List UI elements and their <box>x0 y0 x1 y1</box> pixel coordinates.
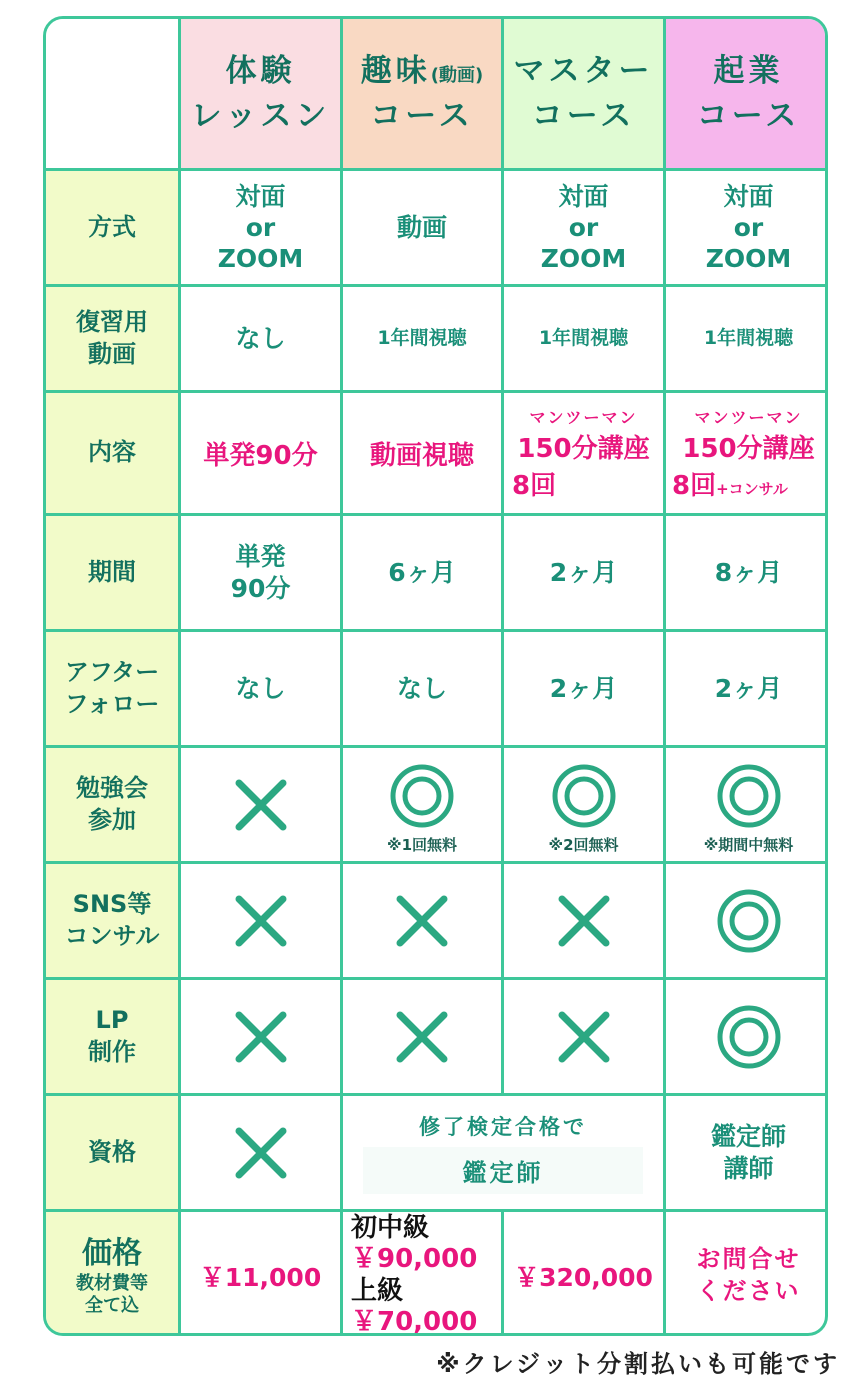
content-master-course: 150分講座 <box>517 433 650 464</box>
study-trial <box>181 748 343 864</box>
double-circle-icon <box>716 888 782 954</box>
method-master: 対面 or ZOOM <box>504 171 666 287</box>
header-hobby-course: コース <box>370 97 474 134</box>
cross-mark-icon <box>556 1009 612 1065</box>
period-hobby: 6ヶ月 <box>343 516 504 632</box>
method-startup: 対面 or ZOOM <box>666 171 828 287</box>
content-hobby: 動画視聴 <box>343 393 504 516</box>
qual-shared-line2: 鑑定師 <box>462 1159 544 1187</box>
row-label-study-group: 勉強会 参加 <box>46 748 181 864</box>
row-label-sns: SNS等 コンサル <box>46 864 181 980</box>
header-master <box>504 19 666 171</box>
double-circle-icon <box>389 763 455 829</box>
cross-mark-icon <box>394 1009 450 1065</box>
content-startup-course: 150分講座 <box>682 433 815 464</box>
qual-shared-line1: 修了検定合格で <box>419 1115 587 1139</box>
header-master-label: マスター コース <box>513 52 654 134</box>
after-trial: なし <box>181 632 343 748</box>
study-hobby-note: ※1回無料 <box>386 836 458 854</box>
header-startup-label: 起業 コース <box>696 52 801 134</box>
sns-startup <box>666 864 828 980</box>
after-hobby: なし <box>343 632 504 748</box>
content-master <box>504 393 666 516</box>
price-hobby <box>343 1212 504 1336</box>
header-hobby-label: 趣味(動画) <box>360 52 484 89</box>
price-label-sub: 教材費等 全て込 <box>76 1273 148 1316</box>
cross-mark-icon <box>233 1009 289 1065</box>
row-label-price <box>46 1212 181 1336</box>
double-circle-icon <box>716 1004 782 1070</box>
course-comparison-table <box>43 16 828 1336</box>
row-label-content: 内容 <box>46 393 181 516</box>
header-startup <box>666 19 828 171</box>
price-hobby-adv-price: ￥70,000 <box>351 1306 478 1336</box>
row-label-lp: LP 制作 <box>46 980 181 1096</box>
study-startup <box>666 748 828 864</box>
price-label: 価格 <box>82 1236 142 1272</box>
lp-trial <box>181 980 343 1096</box>
price-startup: お問合せ ください <box>696 1245 801 1305</box>
content-startup-type: マンツーマン <box>694 407 803 427</box>
lp-startup <box>666 980 828 1096</box>
price-trial: ￥11,000 <box>181 1212 343 1336</box>
double-circle-icon <box>716 763 782 829</box>
price-master: ￥320,000 <box>504 1212 666 1336</box>
review-hobby: 1年間視聴 <box>343 287 504 393</box>
content-startup-count: 8回 <box>672 470 717 501</box>
row-label-period: 期間 <box>46 516 181 632</box>
content-trial: 単発90分 <box>181 393 343 516</box>
study-startup-note: ※期間中無料 <box>703 836 794 854</box>
review-startup: 1年間視聴 <box>666 287 828 393</box>
cross-mark-icon <box>394 893 450 949</box>
period-master: 2ヶ月 <box>504 516 666 632</box>
row-label-qualification: 資格 <box>46 1096 181 1212</box>
content-master-type: マンツーマン <box>529 407 638 427</box>
sns-hobby <box>343 864 504 980</box>
sns-trial <box>181 864 343 980</box>
method-trial: 対面 or ZOOM <box>181 171 343 287</box>
review-master: 1年間視聴 <box>504 287 666 393</box>
content-master-count: 8回 <box>512 470 557 501</box>
double-circle-icon <box>551 763 617 829</box>
study-master <box>504 748 666 864</box>
row-label-after-follow: アフター フォロー <box>46 632 181 748</box>
qual-startup: 鑑定師 講師 <box>666 1096 828 1212</box>
after-master: 2ヶ月 <box>504 632 666 748</box>
price-hobby-basic-label: 初中級 <box>351 1213 430 1244</box>
cross-mark-icon <box>233 777 289 833</box>
review-trial: なし <box>181 287 343 393</box>
header-trial <box>181 19 343 171</box>
study-hobby <box>343 748 504 864</box>
cross-mark-icon <box>233 893 289 949</box>
after-startup: 2ヶ月 <box>666 632 828 748</box>
cross-mark-icon <box>233 1125 289 1181</box>
content-startup-extra: +コンサル <box>716 479 788 498</box>
row-label-method: 方式 <box>46 171 181 287</box>
price-hobby-basic-price: ￥90,000 <box>351 1244 478 1275</box>
header-trial-label: 体験 レッスン <box>190 52 331 134</box>
corner-cell <box>46 19 181 171</box>
qual-shared-box <box>363 1147 643 1194</box>
row-label-review-video: 復習用 動画 <box>46 287 181 393</box>
method-hobby: 動画 <box>343 171 504 287</box>
lp-master <box>504 980 666 1096</box>
lp-hobby <box>343 980 504 1096</box>
study-master-note: ※2回無料 <box>548 836 619 854</box>
content-startup <box>666 393 828 516</box>
qual-hobby-master <box>343 1096 666 1212</box>
footnote: ※クレジット分割払いも可能です <box>436 1350 840 1378</box>
header-hobby <box>343 19 504 171</box>
price-hobby-adv-label: 上級 <box>351 1275 404 1306</box>
sns-master <box>504 864 666 980</box>
cross-mark-icon <box>556 893 612 949</box>
qual-trial <box>181 1096 343 1212</box>
content-startup-count-line <box>666 465 788 502</box>
period-trial: 単発 90分 <box>181 516 343 632</box>
period-startup: 8ヶ月 <box>666 516 828 632</box>
